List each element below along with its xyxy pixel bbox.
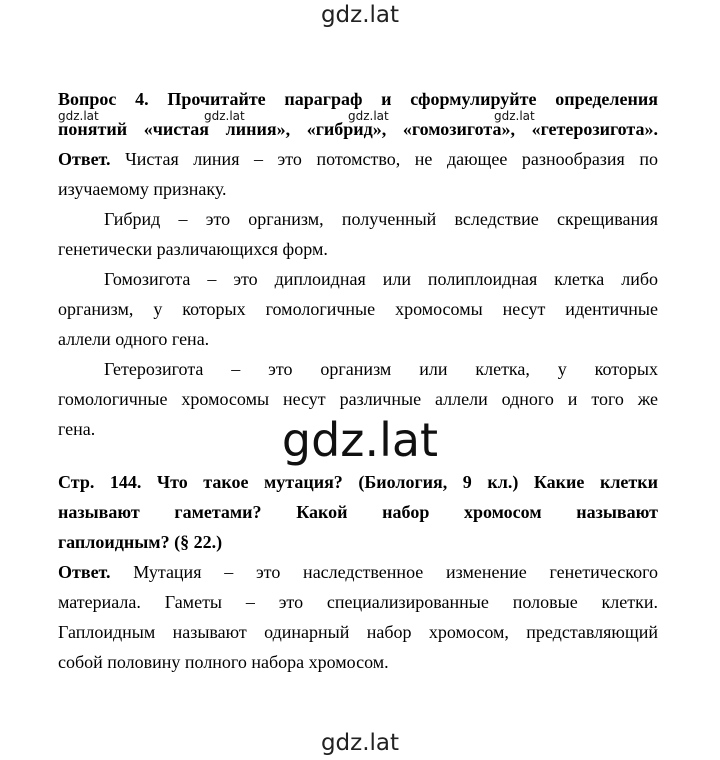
question-p144-line-2: называют гаметами? Какой набор хромосом называют	[58, 502, 658, 522]
question-p144-line-3: гаплоидным? (§ 22.)	[58, 532, 223, 552]
answer-2	[58, 557, 658, 677]
answer-1-pure-line-2: изучаемому признаку.	[58, 179, 227, 199]
answer-1-homo-3: аллели одного гена.	[58, 329, 210, 349]
watermark-small-3: gdz.lat	[348, 109, 389, 123]
answer-1-homo-2: организм, у которых гомологичные хромосомы несут идентичные	[58, 299, 658, 319]
question-4-line-1: Вопрос 4. Прочитайте параграф и сформулируйте определения	[58, 89, 658, 109]
answer-2-line-1: Ответ. Мутация – это наследственное изменение генетического	[58, 562, 659, 582]
answer-2-line-4: собой половину полного набора хромосом.	[58, 652, 389, 672]
answer-1	[58, 144, 658, 444]
answer-1-hybrid-1: Гибрид – это организм, полученный вследствие скрещивания	[104, 209, 658, 229]
watermark-small-1: gdz.lat	[58, 109, 99, 123]
question-p144-line-1: Стр. 144. Что такое мутация? (Биология, 9 кл.) Какие клетки	[58, 472, 658, 492]
answer-2-line-3: Гаплоидным называют одинарный набор хромосом, представляющий	[58, 622, 658, 642]
watermark-small-4: gdz.lat	[494, 109, 535, 123]
question-4-line-2: понятий «чистая линия», «гибрид», «гомозигота», «гетерозигота».	[58, 119, 658, 139]
watermark-bottom: gdz.lat	[320, 730, 400, 756]
watermark-top: gdz.lat	[320, 2, 400, 28]
answer-1-homo-1: Гомозигота – это диплоидная или полиплоидная клетка либо	[104, 269, 658, 289]
answer-1-pure-line-1: Ответ. Чистая линия – это потомство, не дающее разнообразия по	[58, 149, 658, 169]
watermark-middle: gdz.lat	[281, 413, 439, 467]
watermark-small-2: gdz.lat	[204, 109, 245, 123]
question-page-144	[58, 467, 658, 557]
answer-2-line-2: материала. Гаметы – это специализированные половые клетки.	[58, 592, 658, 612]
answer-1-hybrid-2: генетически различающихся форм.	[58, 239, 328, 259]
answer-1-hetero-1: Гетерозигота – это организм или клетка, у которых	[104, 359, 658, 379]
answer-1-hetero-2: гомологичные хромосомы несут различные аллели одного и того же	[58, 389, 658, 409]
answer-1-hetero-3: гена.	[58, 419, 96, 439]
